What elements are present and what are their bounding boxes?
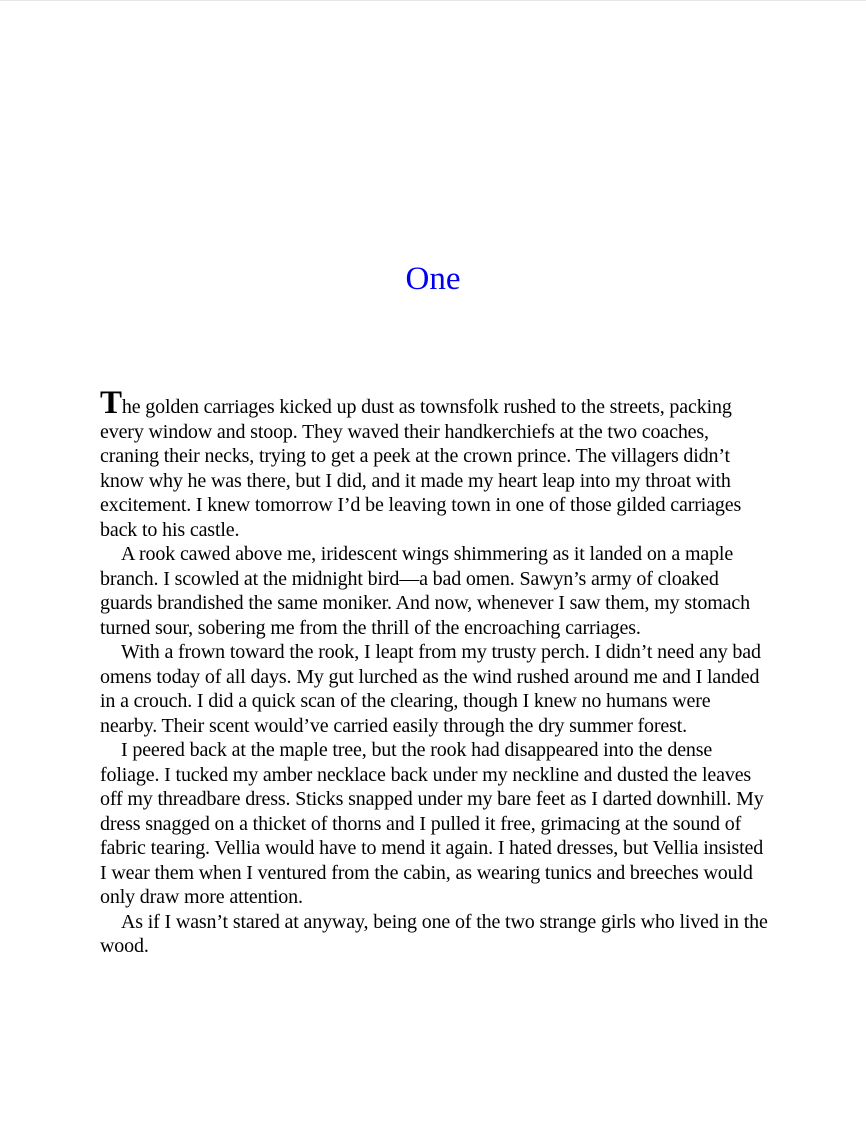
paragraph: A rook cawed above me, iridescent wings shimmering as it landed on a maple branch. I scowled at the midnight bird—a bad omen. Sawyn’s army of cloaked guards brandished the same moniker. And now, whenever I saw them, my stomach turned sour, sobering me from the thrill of the encroaching carriages. [100,543,750,639]
paragraph: I peered back at the maple tree, but the rook had disappeared into the dense foliage. I tucked my amber necklace back under my neckline and dusted the leaves off my threadbare dress. Sticks snapped under my bare feet as I darted downhill. My dress snagged on a thicket of thorns and I pulled it free, grimacing at the sound of fabric tearing. Vellia would have to mend it again. I hated dresses, but Vellia insisted I wear them when I ventured from the cabin, as wearing tunics and breeches would only draw more attention. [100,739,764,908]
chapter-body [100,385,768,959]
opening-paragraph [100,385,768,542]
chapter-title-link[interactable]: One [405,261,461,297]
opening-text: he golden carriages kicked up dust as townsfolk rushed to the streets, packing every window and stoop. They waved their handkerchiefs at the two coaches, craning their necks, trying to get a peek at the crown prince. The villagers didn’t know why he was there, but I did, and it made my heart leap into my throat with excitement. I knew tomorrow I’d be leaving town in one of those gilded carriages back to his castle. [100,396,742,541]
drop-cap: T [100,385,122,421]
paragraph: With a frown toward the rook, I leapt from my trusty perch. I didn’t need any bad omens today of all days. My gut lurched as the wind rushed around me and I landed in a crouch. I did a quick scan of the clearing, though I knew no humans were nearby. Their scent would’ve carried easily through the dry summer forest. [100,641,761,737]
paragraph: As if I wasn’t stared at anyway, being one of the two strange girls who lived in the wood. [100,910,768,957]
chapter-heading [0,259,866,299]
